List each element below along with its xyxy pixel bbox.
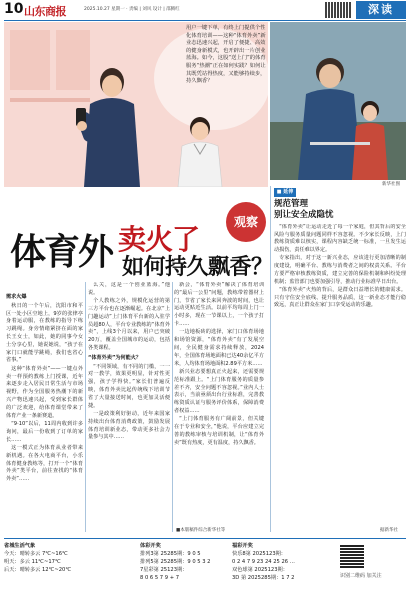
side-title-line-2: 别让安全成隐忧 xyxy=(274,210,334,220)
paragraph: 一边地板砖的选择，家门口体育场地和场馆资源，“体育外卖”有了发展空间，全民健身需求持续释放，2024年，全国体育场地面积已达40余亿平方米，人均体育场地面积2.89平方米…… xyxy=(174,329,264,367)
paragraph: 一是政策利好驱动，近年来国家持续出台体育消费政策，鼓励发展体育培训新业态，带动更多社会力量参与其中…… xyxy=(88,410,170,441)
paragraph: 秋日的一个午后，沈阳市和平区一处小区空地上，9岁的张律亭身着运动服，在教练的指导下练习跳绳。身旁情绪紧挤在面的家长王女士，如此，她的同事今女士分享心里，她说她说，“孩子在家门口就能学跳绳，我们也省心省事。” xyxy=(6,302,83,364)
page-number: 10 xyxy=(4,1,24,17)
lottery-line: 0 2 4 7 9 23 24 25 26 … xyxy=(232,559,295,565)
lottery-line: 7星彩第 25123期： xyxy=(140,567,188,573)
article-column-1 xyxy=(6,292,83,532)
qr-code-icon xyxy=(325,2,351,18)
paragraph: “体育外卖”火热的背后，是群众日益增长的健康需求。只有守住安全底线、提升服务品质，这一新业态才能行稳致远，真正让群众在家门口享受运动的乐趣。 xyxy=(274,286,406,309)
issue-meta: 2025.10.27 星期一 · 责编 | 刘风 设计 | 邵腾红 xyxy=(84,7,180,12)
lottery-line: 双色球第 2025123期： xyxy=(232,567,288,573)
lottery-line: 快乐8第 2025123期： xyxy=(232,551,286,557)
weather-box xyxy=(4,542,108,574)
child-figure-icon xyxy=(172,114,228,187)
page-header xyxy=(0,0,410,20)
side-article-byline: 据新华社 xyxy=(380,528,398,533)
paragraph: 专家指出，对于这一新兴业态，应该进行更加清晰的制度建设，明确平台、教练与消费者之间的权责关系。平台方要严格审核教练资质，建立完善的保险机制和纠纷处理机制；监管部门也要加强引导，推动行业标准早日出台。 xyxy=(274,255,406,285)
welfare-lottery-box xyxy=(232,542,310,582)
lottery-line: 3D 第 2025285期：1 7 2 xyxy=(232,575,295,581)
newspaper-name: 山东商报 xyxy=(24,5,66,18)
paragraph: “体育外卖”让运动走近了每一个家庭，但其背后的安全风险与服务质量问题同样不容忽视。不少家长反映，上门教练资质难以核实，课程内容缺乏统一标准，一旦发生运动损伤，责任难以界定。 xyxy=(274,224,406,254)
weather-line: 后天：晴转多云 12℃~20℃ xyxy=(4,567,72,573)
weather-line: 今天：晴转多云 7℃~16℃ xyxy=(4,551,68,557)
column-divider xyxy=(85,282,86,532)
intro-text: 用户一键下单，有终上门提供个性化体育培训——这种“体育外卖”新业态迅速兴起，开启了便捷、高效的健身新模式，也开辟出一片创业蓝海。如今，这股“送上门”的体育服务“热潮”正在如何实践？如何让其既凭站得热度，又能够持续步，持久飘香？ xyxy=(186,25,266,85)
side-title-line-1: 规范管理 xyxy=(274,199,309,209)
lottery-line: 排列3第 25285期：9 0 5 xyxy=(140,551,201,557)
column-divider xyxy=(270,186,271,532)
side-article-title xyxy=(274,199,334,221)
window-shape xyxy=(10,30,50,90)
article-byline: ■本版稿件综合新华社等 xyxy=(176,528,226,533)
paragraph: 这种“体育外卖”——一键点外卖一样预约教练上门授课，近年来逐步走入居民日常生活与市场视野，作为全国服务热潮下的新兴产物迅速兴起，受到家长群体的广泛欢迎，给体育课堂带来了体育产业一条新赛道。 xyxy=(6,365,83,419)
paragraph: 么关，这是一个创业蓝海。”他说。 xyxy=(88,282,170,296)
subhead: 需求火爆 xyxy=(6,294,27,300)
lottery-title: 福彩开奖 xyxy=(232,543,253,549)
observation-badge: 观察 xyxy=(226,202,266,242)
lottery-line: 8 0 6 5 7 9 + 7 xyxy=(140,575,179,581)
father-figure-icon xyxy=(74,62,146,187)
qr-code-icon xyxy=(340,544,364,568)
section-tag: 深读 xyxy=(356,1,406,19)
paragraph: 这一模式正为体育从业者带来新机遇。在各大电商平台，小乐体育健身教练等，打开一个“体育外卖”类平台，前往查找的“体育外卖”…… xyxy=(6,444,83,483)
headline-part-3: 如何持久飘香？ xyxy=(122,255,273,280)
header-divider xyxy=(4,20,406,21)
sports-lottery-box xyxy=(140,542,218,582)
column-divider xyxy=(172,282,173,532)
headline-part-2: 卖火了 xyxy=(118,223,200,256)
weather-title: 省城生活气象 xyxy=(4,543,36,549)
paragraph: 新兴业态要想真正火起来，还需要规范标准跟上。“上门体育服务的质量参差不齐，安全问题不容忽视。”业内人士表示，当前亟须出台行业标准，完善教练资质认证与服务评价体系，保障消费者权益…… xyxy=(174,368,264,414)
paragraph: “上门体育服务有广阔前景，但关键在于专业和安全，”他说，平台应建立完善的教练审核与培训机制，让“体育外卖”既有热度，更有温度，持久飘香。 xyxy=(174,416,264,446)
news-photo-scene xyxy=(270,22,406,180)
article-column-3 xyxy=(174,282,264,532)
lottery-line: 排列5第 25285期：9 0 5 3 2 xyxy=(140,559,211,565)
qr-slogan: 识别二维码 加关注 xyxy=(340,573,382,579)
headline-part-1: 体育外 xyxy=(10,232,113,273)
side-article-tag: ■ 延伸 xyxy=(274,188,296,197)
subhead: “体育外卖”为何能火？ xyxy=(88,354,142,361)
lottery-title: 体彩开奖 xyxy=(140,543,161,549)
paragraph: 个人教练之外，规模化运营的第三方平台也在逐渐崛起。在北京“上门趣运动”上门体育平台新的入驻学员超80人，平台专业教练的“体育外卖”，上线3个月以来，用户已突破20万，覆盖全国城市的运动，包括各类课程。 xyxy=(88,298,170,351)
paragraph: “不同领域，有不同的门槛，一一对一教学，效果更明显，针对性更强，孩子学得快。”家长们普遍反映，体育外卖比起传统线下培训节省了大量接送时间，也更加灵活便捷。 xyxy=(88,363,170,409)
article-column-2 xyxy=(88,282,170,532)
side-article-body xyxy=(274,224,406,526)
photo-caption: 新华社图 xyxy=(382,182,400,187)
weather-line: 明天：多云 11℃~17℃ xyxy=(4,559,61,565)
paragraph: 新会，“体育外卖”解决了体育培训的“最后一公里”问题，教练带着器材上门，节省了家长来回奔波的时间，也让运动更贴近生活。以前平均每周上门一小时多，现在一节课以上，一个孩子打卡…… xyxy=(174,282,264,327)
paragraph: “9·10”以后，11周内收到许多询问，最后一份收到了订单的家长…… xyxy=(6,420,83,443)
news-photo xyxy=(270,22,406,180)
